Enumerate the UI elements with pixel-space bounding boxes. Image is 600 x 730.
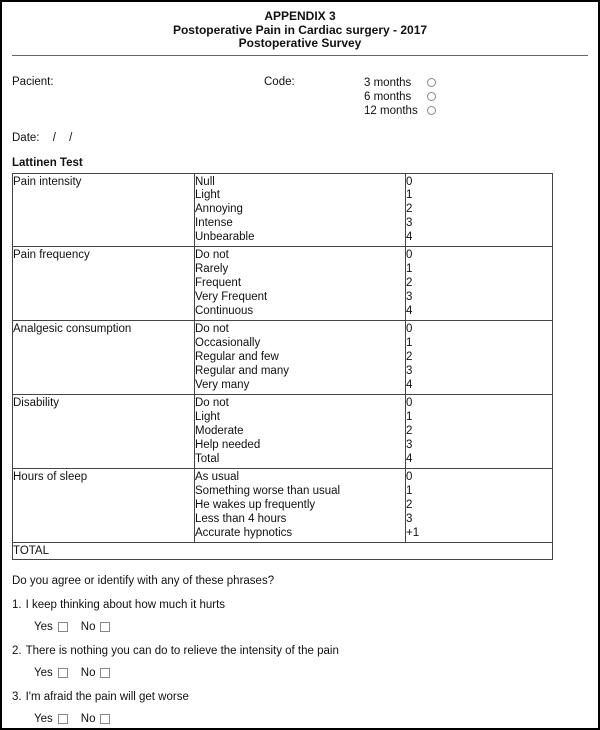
- no-checkbox-q1[interactable]: [100, 622, 110, 632]
- descriptor: Continuous: [195, 304, 254, 317]
- code-option-label: 6 months: [364, 90, 412, 103]
- question-text: There is nothing you can do to relieve the intensity of the pain: [25, 645, 339, 658]
- score: 1: [406, 411, 413, 424]
- patient-label: Pacient:: [12, 75, 54, 88]
- descriptor: Light: [195, 411, 220, 424]
- score: 1: [406, 189, 413, 202]
- descriptor: Occasionally: [195, 337, 261, 350]
- score: 2: [406, 277, 413, 290]
- lattinen-test-heading: Lattinen Test: [12, 156, 83, 169]
- lattinen-descriptors: [195, 247, 406, 321]
- score: 0: [406, 175, 413, 188]
- score: 4: [406, 304, 413, 317]
- lattinen-row-analgesic-consumption: [13, 321, 553, 395]
- date-slash: /: [69, 131, 73, 144]
- descriptor: As usual: [195, 471, 240, 484]
- yes-checkbox-q3[interactable]: [58, 714, 68, 724]
- question-number: 2.: [12, 645, 22, 658]
- descriptor: Do not: [195, 323, 229, 336]
- lattinen-total-row: [13, 543, 553, 560]
- descriptor: Annoying: [195, 203, 243, 216]
- lattinen-category: Hours of sleep: [13, 469, 195, 543]
- descriptor: Very Frequent: [195, 290, 268, 303]
- descriptor: Help needed: [195, 438, 261, 451]
- descriptor: Very many: [195, 378, 250, 391]
- patient-code-row: [12, 76, 588, 118]
- lattinen-scores: [406, 321, 553, 395]
- code-option-12-months: [364, 104, 436, 118]
- score: 0: [406, 397, 413, 410]
- no-label: No: [80, 667, 96, 680]
- lattinen-table: [12, 173, 553, 561]
- descriptor: Total: [195, 452, 220, 465]
- score: 0: [406, 323, 413, 336]
- score: 4: [406, 230, 413, 243]
- descriptor: Do not: [195, 249, 229, 262]
- yesno-row-q3: [34, 713, 588, 725]
- lattinen-scores: [406, 395, 553, 469]
- radio-6-months[interactable]: [427, 92, 436, 101]
- no-checkbox-q2[interactable]: [100, 668, 110, 678]
- lattinen-category: Pain intensity: [13, 173, 195, 247]
- question-text: I'm afraid the pain will get worse: [25, 691, 189, 704]
- score: 3: [406, 216, 413, 229]
- descriptor: He wakes up frequently: [195, 499, 316, 512]
- score: 2: [406, 203, 413, 216]
- date-slash: /: [52, 131, 56, 144]
- radio-3-months[interactable]: [427, 78, 436, 87]
- score: 2: [406, 351, 413, 364]
- score: 1: [406, 485, 413, 498]
- date-row: [12, 132, 588, 144]
- descriptor: Something worse than usual: [195, 485, 341, 498]
- score: 0: [406, 471, 413, 484]
- lattinen-descriptors: [195, 321, 406, 395]
- question-number: 3.: [12, 691, 22, 704]
- question-1: [12, 599, 588, 611]
- yes-checkbox-q2[interactable]: [58, 668, 68, 678]
- yes-label: Yes: [34, 621, 53, 634]
- score: 1: [406, 263, 413, 276]
- score: 4: [406, 378, 413, 391]
- lattinen-scores: [406, 247, 553, 321]
- header-divider: [12, 55, 588, 56]
- score: 2: [406, 425, 413, 438]
- yes-label: Yes: [34, 713, 53, 726]
- score: +1: [406, 526, 420, 539]
- score: 3: [406, 290, 413, 303]
- lattinen-descriptors: [195, 173, 406, 247]
- yesno-row-q1: [34, 621, 588, 633]
- question-text: I keep thinking about how much it hurts: [25, 599, 226, 612]
- code-option-label: 12 months: [364, 104, 418, 117]
- descriptor: Null: [195, 175, 215, 188]
- descriptor: Unbearable: [195, 230, 255, 243]
- no-checkbox-q3[interactable]: [100, 714, 110, 724]
- code-option-3-months: [364, 76, 436, 90]
- lattinen-descriptors: [195, 469, 406, 543]
- score: 0: [406, 249, 413, 262]
- descriptor: Frequent: [195, 277, 242, 290]
- yesno-row-q2: [34, 667, 588, 679]
- lattinen-row-pain-frequency: [13, 247, 553, 321]
- descriptor: Intense: [195, 216, 233, 229]
- descriptor: Regular and few: [195, 351, 279, 364]
- lattinen-row-pain-intensity: [13, 173, 553, 247]
- code-option-6-months: [364, 90, 436, 104]
- lattinen-row-disability: [13, 395, 553, 469]
- no-label: No: [80, 621, 96, 634]
- score: 3: [406, 512, 413, 525]
- lattinen-category: Pain frequency: [13, 247, 195, 321]
- score: 2: [406, 499, 413, 512]
- code-options: [364, 76, 436, 118]
- lattinen-total-label: TOTAL: [13, 543, 553, 560]
- descriptor: Moderate: [195, 425, 244, 438]
- score: 1: [406, 337, 413, 350]
- descriptor: Light: [195, 189, 220, 202]
- score: 3: [406, 364, 413, 377]
- yes-label: Yes: [34, 667, 53, 680]
- score: 3: [406, 438, 413, 451]
- descriptor: Accurate hypnotics: [195, 526, 293, 539]
- date-label: Date:: [12, 131, 40, 144]
- descriptor: Regular and many: [195, 364, 289, 377]
- lattinen-scores: [406, 469, 553, 543]
- document-title: Postoperative Pain in Cardiac surgery - 2017: [172, 22, 428, 37]
- appendix-title: APPENDIX 3: [264, 9, 336, 23]
- score: 4: [406, 452, 413, 465]
- lattinen-category: Disability: [13, 395, 195, 469]
- question-2: [12, 645, 588, 657]
- yes-checkbox-q1[interactable]: [58, 622, 68, 632]
- questions-intro: Do you agree or identify with any of these phrases?: [12, 575, 275, 588]
- descriptor: Do not: [195, 397, 229, 410]
- question-3: [12, 691, 588, 703]
- page-header: [12, 10, 588, 51]
- descriptor: Less than 4 hours: [195, 512, 287, 525]
- code-label: Code:: [264, 75, 295, 88]
- question-number: 1.: [12, 599, 22, 612]
- code-option-label: 3 months: [364, 76, 412, 89]
- lattinen-descriptors: [195, 395, 406, 469]
- radio-12-months[interactable]: [427, 106, 436, 115]
- lattinen-scores: [406, 173, 553, 247]
- descriptor: Rarely: [195, 263, 229, 276]
- lattinen-row-hours-of-sleep: [13, 469, 553, 543]
- document-subtitle: Postoperative Survey: [238, 36, 362, 50]
- no-label: No: [80, 713, 96, 726]
- lattinen-category: Analgesic consumption: [13, 321, 195, 395]
